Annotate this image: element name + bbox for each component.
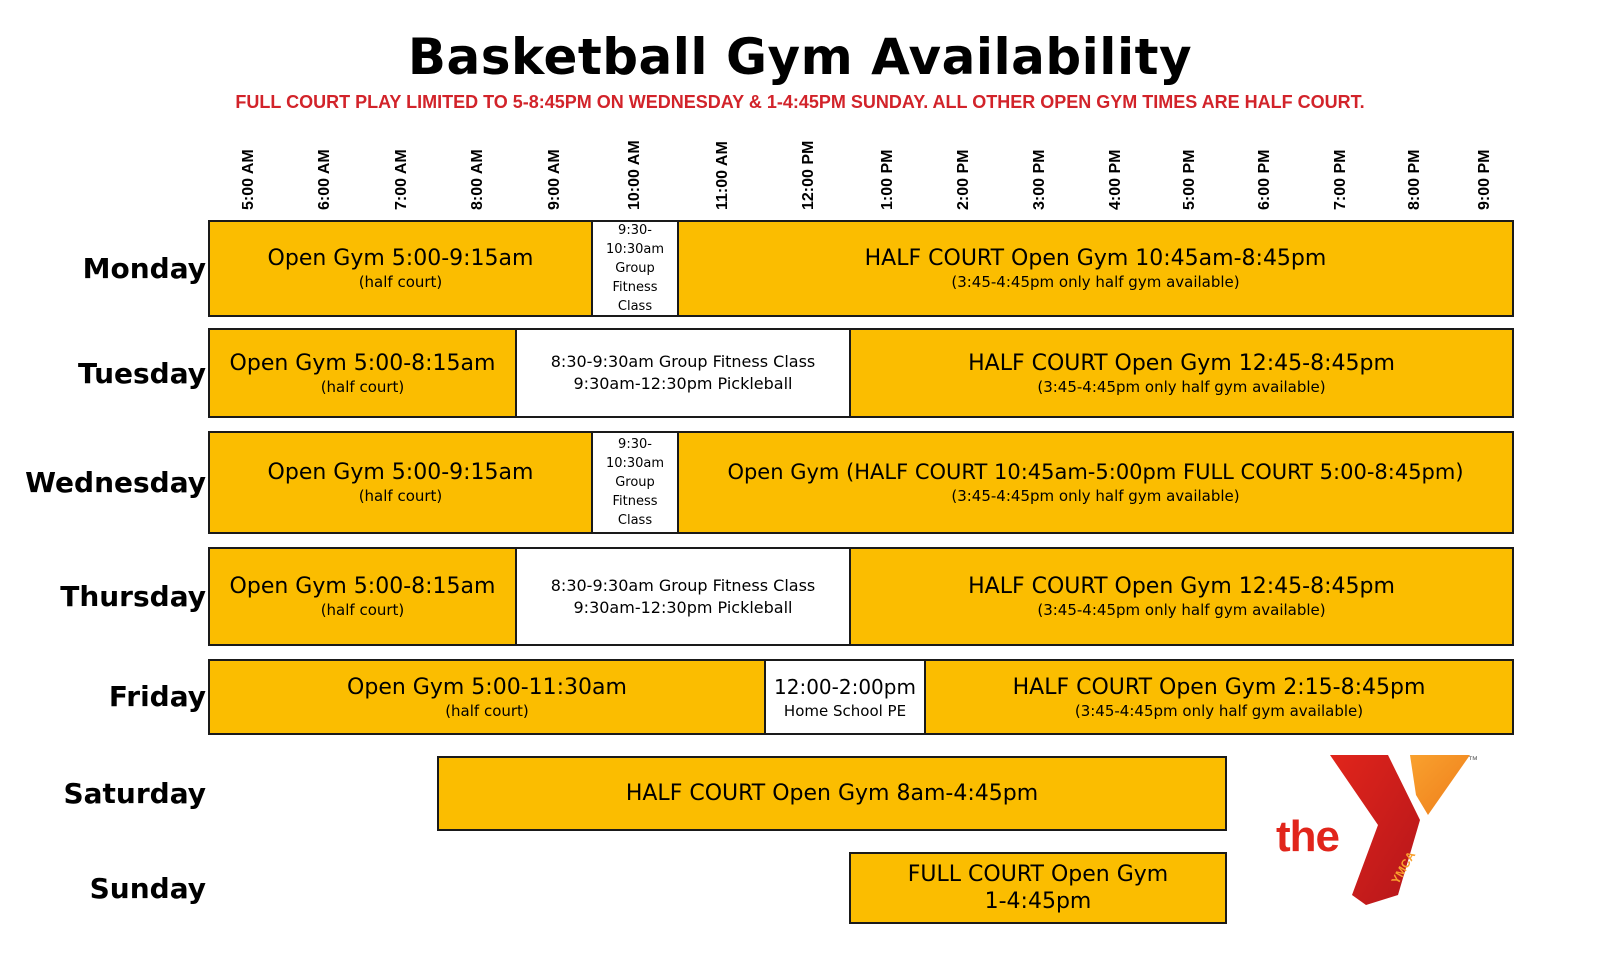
block-note: (3:45-4:45pm only half gym available) [1074, 701, 1364, 720]
block-title: Open Gym (HALF COURT 10:45am-5:00pm FULL COURT 5:00-8:45pm) [727, 460, 1464, 484]
sunday-full-court-block [849, 852, 1227, 924]
time-label: 7:00 AM [393, 149, 410, 210]
block-line: 8:30-9:30am Group Fitness Class [550, 575, 816, 595]
block-line: Fitness [612, 494, 658, 509]
monday-half-court-block [677, 220, 1514, 317]
day-label-saturday: Saturday [63, 777, 206, 810]
saturday-half-court-block [437, 756, 1227, 831]
block-note: (half court) [320, 377, 405, 396]
day-label-sunday: Sunday [89, 872, 206, 905]
thursday-open-gym-block [208, 547, 517, 646]
time-label: 8:00 PM [1406, 149, 1423, 210]
block-line: Group [615, 261, 655, 276]
block-line: Group [615, 475, 655, 490]
time-label: 11:00 AM [714, 141, 731, 210]
block-title: Open Gym 5:00-9:15am [267, 246, 534, 271]
day-label-monday: Monday [82, 252, 206, 285]
trademark-mark: ™ [1468, 755, 1478, 766]
day-label-tuesday: Tuesday [78, 357, 206, 390]
block-title: HALF COURT Open Gym 2:15-8:45pm [1012, 674, 1426, 700]
time-label: 2:00 PM [955, 149, 972, 210]
friday-open-gym-block [208, 659, 766, 735]
time-label: 12:00 PM [800, 140, 817, 210]
block-line: 9:30am-12:30pm Pickleball [573, 597, 793, 617]
time-label: 6:00 AM [316, 149, 333, 210]
time-label: 8:00 AM [469, 149, 486, 210]
block-line: 9:30am-12:30pm Pickleball [573, 374, 793, 393]
block-title: FULL COURT Open Gym [907, 862, 1169, 887]
block-note: (3:45-4:45pm only half gym available) [951, 273, 1240, 291]
block-note: (3:45-4:45pm only half gym available) [1037, 601, 1326, 619]
block-line: 10:30am [605, 242, 665, 257]
logo-the-text: the [1276, 812, 1339, 861]
block-note: Home School PE [783, 701, 907, 720]
block-note: (half court) [358, 273, 443, 291]
wednesday-group-fitness-block [591, 431, 679, 534]
time-label: 4:00 PM [1107, 149, 1124, 210]
friday-half-court-block [924, 659, 1514, 735]
block-title: 1-4:45pm [984, 889, 1092, 914]
time-label: 1:00 PM [879, 149, 896, 210]
block-title: Open Gym 5:00-11:30am [347, 674, 627, 700]
friday-home-school-pe-block [764, 659, 926, 735]
wednesday-open-gym-full-court-block [677, 431, 1514, 534]
day-label-thursday: Thursday [60, 580, 206, 613]
block-note: (3:45-4:45pm only half gym available) [1037, 377, 1326, 396]
time-label: 9:00 AM [546, 149, 563, 210]
thursday-half-court-block [849, 547, 1514, 646]
block-title: 12:00-2:00pm [774, 674, 916, 699]
time-label: 5:00 PM [1181, 149, 1198, 210]
block-note: (3:45-4:45pm only half gym available) [951, 487, 1240, 505]
block-title: Open Gym 5:00-8:15am [229, 574, 496, 599]
y-orange-arm [1410, 755, 1470, 815]
day-label-friday: Friday [108, 680, 206, 713]
tuesday-half-court-block [849, 328, 1514, 418]
block-note: (half court) [358, 487, 443, 505]
monday-group-fitness-block [591, 220, 679, 317]
time-label: 10:00 AM [626, 140, 643, 210]
tuesday-fitness-pickleball-block [515, 328, 851, 418]
y-red-arm [1330, 755, 1420, 905]
block-title: HALF COURT Open Gym 8am-4:45pm [625, 781, 1039, 806]
block-line: 8:30-9:30am Group Fitness Class [550, 352, 816, 371]
time-label: 5:00 AM [240, 149, 257, 210]
time-label: 6:00 PM [1256, 149, 1273, 210]
block-line: 10:30am [605, 456, 665, 471]
tuesday-open-gym-block [208, 328, 517, 418]
block-title: Open Gym 5:00-8:15am [229, 350, 496, 376]
time-label: 7:00 PM [1332, 149, 1349, 210]
block-line: Fitness [612, 280, 658, 295]
block-title: HALF COURT Open Gym 12:45-8:45pm [968, 350, 1395, 376]
wednesday-open-gym-block [208, 431, 593, 534]
block-line: Class [617, 513, 653, 528]
block-line: 9:30- [618, 223, 652, 238]
block-title: HALF COURT Open Gym 12:45-8:45pm [968, 574, 1395, 599]
ymca-small-text: YMCA [1388, 848, 1419, 887]
block-note: (half court) [320, 601, 405, 619]
block-title: HALF COURT Open Gym 10:45am-8:45pm [864, 246, 1327, 271]
block-title: Open Gym 5:00-9:15am [267, 460, 534, 485]
block-line: 9:30- [618, 437, 652, 452]
block-line: Class [617, 299, 653, 314]
page-title: Basketball Gym Availability [407, 28, 1193, 86]
time-label: 3:00 PM [1031, 149, 1048, 210]
thursday-fitness-pickleball-block [515, 547, 851, 646]
monday-open-gym-block [208, 220, 593, 317]
time-label: 9:00 PM [1476, 149, 1493, 210]
block-note: (half court) [445, 701, 529, 720]
day-label-wednesday: Wednesday [25, 466, 206, 499]
page-subtitle: FULL COURT PLAY LIMITED TO 5-8:45PM ON WEDNESDAY & 1-4:45PM SUNDAY. ALL OTHER OPEN GYM TIMES ARE HALF COURT. [235, 92, 1365, 112]
